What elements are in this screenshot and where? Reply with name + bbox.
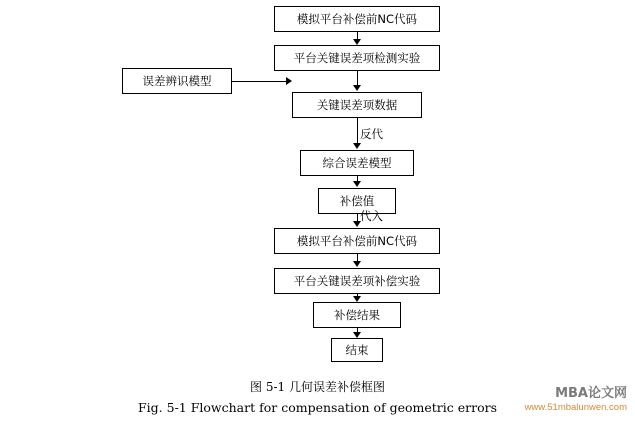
connector-n2-n4 [357, 71, 358, 85]
watermark-title: MBA论文网 [555, 385, 627, 401]
figure-caption-chinese: 图 5-1 几何误差补偿框图 [250, 380, 385, 394]
node-simulated-platform-nc-code-before-compensation-2: 模拟平台补偿前NC代码 [274, 228, 440, 254]
watermark-url: www.51mbalunwen.com [524, 402, 627, 414]
watermark [525, 386, 627, 414]
node-simulated-platform-nc-code-before-compensation-1: 模拟平台补偿前NC代码 [274, 6, 440, 32]
arrowhead-n9-n10 [353, 332, 361, 338]
arrowhead-n5-n6 [353, 181, 361, 187]
connector-n3-n4 [232, 81, 286, 82]
node-key-error-data: 关键误差项数据 [292, 92, 422, 118]
node-error-identification-model: 误差辨识模型 [122, 68, 232, 94]
node-platform-key-error-detection-experiment: 平台关键误差项检测实验 [274, 45, 440, 71]
edge-label-substitute-in: 代入 [360, 209, 383, 223]
connector-n1-n2 [357, 32, 358, 39]
arrowhead-n3-n4 [286, 77, 292, 85]
connector-n7-n8 [357, 254, 358, 261]
node-platform-key-error-compensation-experiment: 平台关键误差项补偿实验 [274, 268, 440, 294]
node-comprehensive-error-model: 综合误差模型 [300, 150, 414, 176]
node-end: 结束 [331, 338, 383, 362]
node-compensation-result: 补偿结果 [313, 302, 401, 328]
arrowhead-n4-n5 [353, 143, 361, 149]
connector-n4-n5 [357, 118, 358, 143]
arrowhead-n7-n8 [353, 261, 361, 267]
arrowhead-n2-n4 [353, 85, 361, 91]
edge-label-reverse-substitution: 反代 [360, 127, 383, 141]
node-compensation-value: 补偿值 [318, 188, 396, 214]
arrowhead-n8-n9 [353, 296, 361, 302]
arrowhead-n1-n2 [353, 39, 361, 45]
connector-n6-n7 [357, 214, 358, 221]
figure-caption-english: Fig. 5-1 Flowchart for compensation of geometric errors [138, 400, 497, 415]
